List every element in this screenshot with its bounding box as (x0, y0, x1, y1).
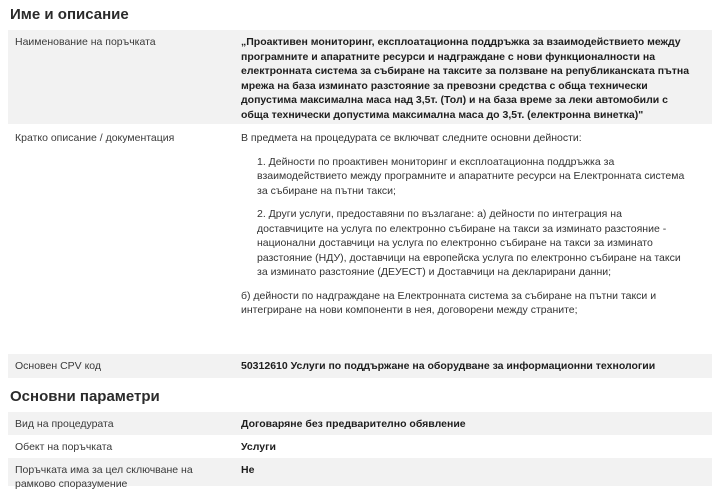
framework-agreement-label: Поръчката има за цел сключване на рамково споразумение (15, 464, 193, 490)
contract-object-label: Обект на поръчката (15, 441, 113, 453)
cpv-value: 50312610 Услуги по поддържане на оборудване за информационни технологии (241, 360, 656, 372)
contract-object-value: Услуги (241, 441, 276, 453)
procedure-type-label: Вид на процедурата (15, 418, 114, 430)
section-title-name-description: Име и описание (10, 6, 129, 23)
short-description-value (241, 131, 696, 327)
contract-name-value: „Проактивен мониторинг, експлоатационна поддръжка за взаимодействието между програмните и апаратните ресурси и надграждане с нови функционалности на електронната система за събиране на таксите за ползване на републиканската пътна мрежа на база изминато разстояние за превозни средства с обща технически допустима максимална маса над 3,5т. (Тол) и на база време за леки автомобили с обща технически допустима максимална маса до 3,5т. (електронна винетка)" (241, 36, 690, 121)
row-procedure-type (8, 412, 712, 435)
short-description-label: Кратко описание / документация (15, 132, 175, 144)
row-contract-name (8, 30, 712, 124)
row-contract-object (8, 435, 712, 458)
description-item-3: б) дейности по надграждане на Електронната система за събиране на пътни такси и интегриране на нови компоненти в нея, договорени между страните; (241, 289, 657, 316)
framework-agreement-value: Не (241, 464, 255, 476)
row-short-description (8, 126, 712, 350)
row-cpv-code (8, 354, 712, 378)
cpv-label: Основен CPV код (15, 360, 102, 372)
description-item-2: 2. Други услуги, предоставяни по възлагане: а) дейности по интеграция на доставчиците на услуга по електронно събиране на такси за изминато разстояние - национални доставчици на услуга по електронно събиране на такси за изминато разстояние (НДУ), доставчици на европейска услуга по електронно събиране на такси за изминато разстояние (ДЕУЕСТ) и Доставчици на декларирани данни; (257, 208, 681, 278)
row-framework-agreement (8, 458, 712, 490)
description-intro: В предмета на процедурата се включват следните основни дейности: (241, 132, 582, 144)
section-title-main-parameters: Основни параметри (10, 388, 160, 405)
contract-name-label: Наименование на поръчката (15, 36, 156, 48)
procedure-type-value: Договаряне без предварително обявление (241, 418, 466, 430)
description-item-1: 1. Дейности по проактивен мониторинг и експлоатационна поддръжка за взаимодействието между програмните и апаратните ресурси на Електронната система за събиране на пътни такси; (257, 155, 685, 197)
